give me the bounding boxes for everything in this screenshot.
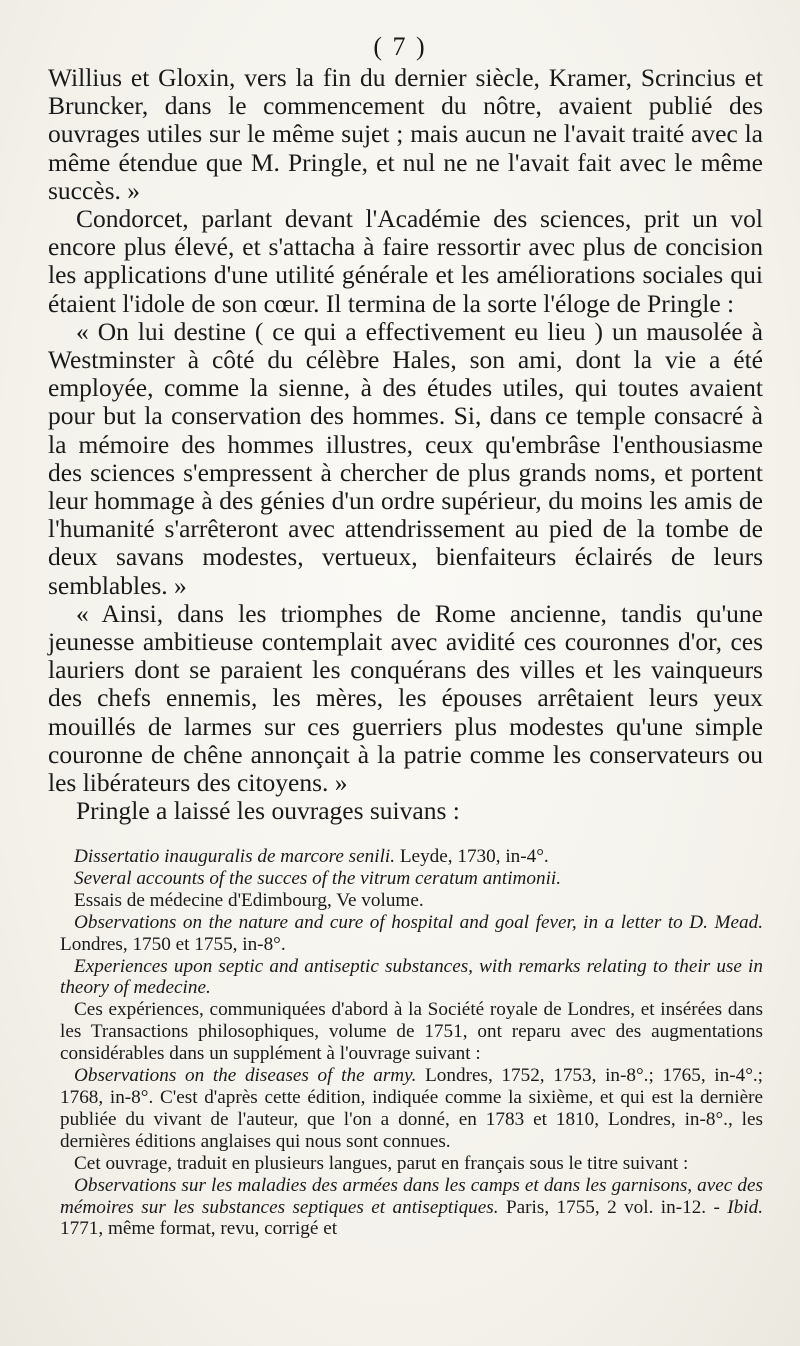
paragraph-continuation: Willius et Gloxin, vers la fin du dernier siècle, Kramer, Scrincius et Bruncker, dans le commencement du nôtre, avaient publié des ouvrages utiles sur le même sujet ; mais aucun ne l'avait traité avec la même étendue que M. Pringle, et nul ne ne l'avait fait avec le même succès. » <box>48 63 763 205</box>
bib-entry-essais: Essais de médecine d'Edimbourg, Ve volume. <box>74 889 424 911</box>
bib-entry-hospital-fever <box>60 912 763 956</box>
bib-title: Observations sur les maladies des armées dans les camps et dans les garnisons, avec des mémoires sur les substances septiques et antiseptiques. <box>60 1174 763 1218</box>
bib-title: Several accounts of the succes of the vitrum ceratum antimonii. <box>74 867 562 889</box>
bib-entry-army-diseases <box>60 1065 763 1153</box>
bib-details-end: 1771, même format, revu, corrigé et <box>60 1218 338 1240</box>
bib-entry-french-edition <box>60 1175 763 1241</box>
bib-title: Dissertatio inauguralis de marcore senili. <box>74 846 396 867</box>
bib-title: Observations on the diseases of the army. <box>74 1065 417 1087</box>
bib-details: Paris, 1755, 2 vol. in-12. - <box>498 1196 728 1218</box>
main-text <box>48 64 763 825</box>
bib-entry-experiences <box>60 956 763 1000</box>
bibliography <box>60 846 763 1240</box>
bib-note-translation: Cet ouvrage, traduit en plusieurs langues, parut en français sous le titre suivant : <box>74 1152 689 1174</box>
paragraph-quote-rome: « Ainsi, dans les triomphes de Rome ancienne, tandis qu'une jeunesse ambitieuse contemplait avec avidité ces couronnes d'or, ces lauriers dont se paraient les conquérans des villes et les vainqueurs des chefs ennemis, les mères, les épouses arrêtaient leurs yeux mouillés de larmes sur ces guerriers plus modestes qu'une simple couronne de chêne annonçait à la patrie comme les conservateurs ou les libérateurs des citoyens. » <box>48 598 763 798</box>
bib-note-experiences: Ces expériences, communiquées d'abord à la Société royale de Londres, et insérées dans les Transactions philosophiques, volume de 1751, ont reparu avec des augmentations considérables dans un supplément à l'ouvrage suivant : <box>60 999 763 1065</box>
bib-details: Londres, 1752, 1753, in-8°.; 1765, in-4°.; 1768, in-8°. C'est d'après cette édition, indiquée comme la sixième, et qui est la dernière publiée du vivant de l'auteur, que l'on a donné, en 1783 et 1810, Londres, in-8°., les dernières éditions anglaises qui nous sont connues. <box>60 1065 763 1152</box>
page-number: ( 7 ) <box>373 32 427 61</box>
bib-details: Leyde, 1730, in-4°. <box>395 846 549 867</box>
bib-title: Observations on the nature and cure of hospital and goal fever, in a letter to D. Mead. <box>74 911 763 933</box>
bib-entry-accounts <box>60 868 763 890</box>
paragraph-condorcet: Condorcet, parlant devant l'Académie des sciences, prit un vol encore plus élevé, et s'attacha à faire ressortir avec plus de concision les applications d'une utilité générale et les améliorations sociales qui étaient l'idole de son cœur. Il termina de la sorte l'éloge de Pringle : <box>48 204 763 318</box>
bib-entry-dissertatio <box>60 846 763 868</box>
bib-title: Experiences upon septic and antiseptic substances, with remarks relating to their use in theory of medecine. <box>60 955 763 999</box>
bib-details: Londres, 1750 et 1755, in-8°. <box>60 933 286 955</box>
paragraph-quote-mausoleum: « On lui destine ( ce qui a effectivement eu lieu ) un mausolée à Westminster à côté du célèbre Hales, son ami, dont la vie a été employée, comme la sienne, à des études utiles, qui toutes avaient pour but la conservation des hommes. Si, dans ce temple consacré à la mémoire des hommes illustres, ceux qu'embrâse l'enthousiasme des sciences s'empressent à chercher de plus grands noms, et portent leur hommage à des génies d'un ordre supérieur, du moins les amis de l'humanité s'arrêteront avec attendrissement au pied de la tombe de deux savans modestes, vertueux, bienfaiteurs éclairés de leurs semblables. » <box>48 316 763 600</box>
paragraph-works-intro: Pringle a laissé les ouvrages suivans : <box>76 796 460 826</box>
bib-ibid: Ibid. <box>727 1196 763 1218</box>
